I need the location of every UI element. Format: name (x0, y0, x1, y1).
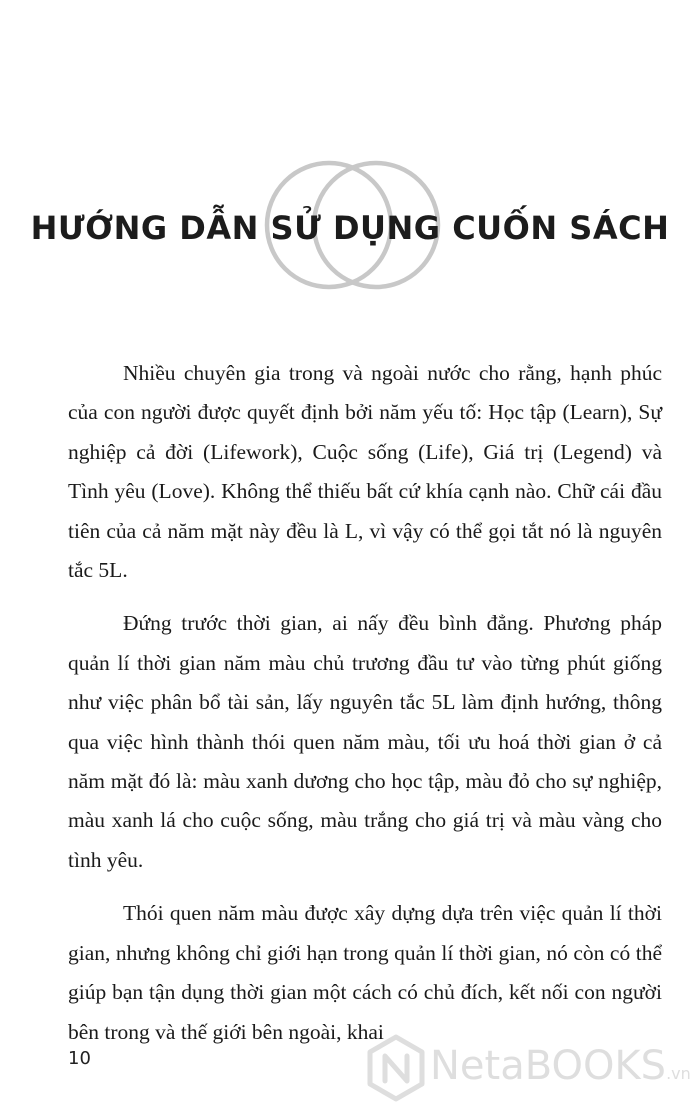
page-number: 10 (68, 1048, 91, 1069)
watermark-suffix: .vn (666, 1064, 691, 1083)
title-area (0, 150, 700, 300)
watermark-text (430, 1044, 691, 1096)
paragraph-2: Đứng trước thời gian, ai nấy đều bình đẳng. Phương pháp quản lí thời gian năm màu chủ trương đầu tư vào từng phút giống như việc phân bổ tài sản, lấy nguyên tắc 5L làm định hướng, thông qua việc hình thành thói quen năm màu, tối ưu hoá thời gian ở cả năm mặt đó là: màu xanh dương cho học tập, màu đỏ cho sự nghiệp, màu xanh lá cho cuộc sống, màu trắng cho giá trị và màu vàng cho tình yêu. (68, 611, 662, 872)
watermark (366, 1030, 700, 1110)
paragraph-3: Thói quen năm màu được xây dựng dựa trên việc quản lí thời gian, nhưng không chỉ giới hạn trong quản lí thời gian, nó còn có thể giúp bạn tận dụng thời gian một cách có chủ đích, kết nối con người bên trong và thế giới bên ngoài, khai (68, 901, 662, 1044)
body-text (68, 354, 662, 1066)
page-title: HƯỚNG DẪN SỬ DỤNG CUỐN SÁCH (30, 209, 670, 247)
paragraph-1: Nhiều chuyên gia trong và ngoài nước cho rằng, hạnh phúc của con người được quyết định bởi năm yếu tố: Học tập (Learn), Sự nghiệp cả đời (Lifework), Cuộc sống (Life), Giá trị (Legend) và Tình yêu (Love). Không thể thiếu bất cứ khía cạnh nào. Chữ cái đầu tiên của cả năm mặt này đều là L, vì vậy có thể gọi tắt nó là nguyên tắc 5L. (68, 361, 662, 583)
watermark-brand: NetaBOOKS (430, 1043, 667, 1089)
netabooks-logo-icon (366, 1034, 426, 1102)
